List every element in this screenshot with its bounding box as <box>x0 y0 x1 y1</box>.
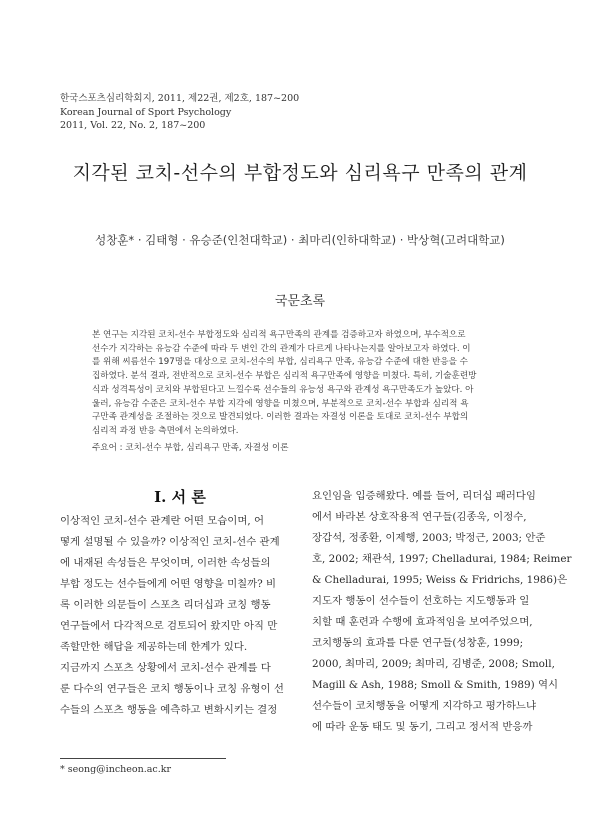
body-line: 장갑석, 정종환, 이제행, 2003; 박정근, 2003; 안준 <box>312 532 546 544</box>
journal-header <box>60 92 299 133</box>
abstract-line: 구만족 관계성을 조절하는 것으로 발견되었다. 이러한 결과는 자결성 이론을 토대로 코치-선수 부합의 <box>92 412 469 423</box>
body-line: 2000, 최마리, 2009; 최마리, 김병준, 2008; Smoll, <box>312 658 555 670</box>
body-line: 록 이러한 의문들이 스포츠 리더십과 코칭 행동 <box>60 599 271 611</box>
body-line: 룬 다수의 연구들은 코치 행동이나 코칭 유형이 선 <box>60 683 284 695</box>
body-line: 선수들이 코치행동을 어떻게 지각하고 평가하느냐 <box>312 700 536 712</box>
body-line: 지도자 행동이 선수들이 선호하는 지도행동과 일 <box>312 595 530 607</box>
body-line: & Chelladurai, 1995; Weiss & Fridrichs, 1986)은 <box>312 574 568 586</box>
body-line: 이상적인 코치-선수 관계란 어떤 모습이며, 어 <box>60 515 264 527</box>
footnote-email: * seong@incheon.ac.kr <box>60 764 172 775</box>
abstract-line: 울러, 유능감 수준은 코치-선수 부합 지각에 영향을 미쳤으며, 부분적으로 코치-선수 부합과 심리적 욕 <box>92 398 469 409</box>
section-heading: I. 서 론 <box>154 488 206 506</box>
body-line: 요인임을 입증해왔다. 예를 들어, 리더십 패러다임 <box>312 490 536 502</box>
abstract-line: 선수가 지각하는 유능감 수준에 따라 두 변인 간의 관계가 다르게 나타나는지를 알아보고자 하였다. 이 <box>92 343 471 354</box>
journal-header-line: Korean Journal of Sport Psychology <box>60 106 232 118</box>
body-line: 족할만한 해답을 제공하는데 한계가 있다. <box>60 641 248 653</box>
keywords: 주요어 : 코치-선수 부합, 심리욕구 만족, 자결성 이론 <box>92 443 289 453</box>
abstract-line: 를 위해 씨름선수 197명을 대상으로 코치-선수의 부합, 심리욕구 만족, 유능감 수준에 대한 반응을 수 <box>92 357 468 368</box>
body-line: 지금까지 스포츠 상황에서 코치-선수 관계를 다 <box>60 662 271 674</box>
right-column <box>312 486 572 738</box>
body-line: Magill & Ash, 1988; Smoll & Smith, 1989) 역시 <box>312 679 559 691</box>
body-line: 떻게 설명될 수 있을까? 이상적인 코치-선수 관계 <box>60 536 280 548</box>
abstract-line: 집하였다. 분석 결과, 전반적으로 코치-선수 부합은 심리적 욕구만족에 영향을 미쳤다. 특히, 기술훈련방 <box>92 371 477 382</box>
abstract-heading: 국문초록 <box>274 294 326 309</box>
paper-title: 지각된 코치-선수의 부합정도와 심리욕구 만족의 관계 <box>72 162 528 184</box>
abstract-line: 본 연구는 지각된 코치-선수 부합정도와 심리적 욕구만족의 관계를 검증하고자 하였으며, 부수적으로 <box>92 330 466 340</box>
body-line: 에 내재된 속성들은 무엇이며, 이러한 속성들의 <box>60 557 271 569</box>
body-line: 코치행동의 효과를 다룬 연구들(성창훈, 1999; <box>312 637 524 649</box>
body-line: 치할 때 훈련과 수행에 효과적임을 보여주었으며, <box>312 616 533 628</box>
journal-header-line: 한국스포츠심리학회지, 2011, 제22권, 제2호, 187~200 <box>60 93 300 104</box>
body-line: 호, 2002; 채관석, 1997; Chelladurai, 1984; Reimer <box>312 553 572 565</box>
abstract-line: 심리적 과정 반응 측면에서 논의하였다. <box>92 425 239 436</box>
body-line: 에 따라 운동 태도 및 동기, 그리고 정서적 반응까 <box>312 721 533 733</box>
left-column <box>60 511 300 721</box>
body-line: 부합 정도는 선수들에게 어떤 영향을 미칠까? 비 <box>60 578 277 590</box>
abstract-body <box>92 329 512 439</box>
abstract-line: 식과 성격특성이 코치와 부합된다고 느낄수록 선수들의 유능성 욕구와 관계성 욕구만족도가 높았다. 아 <box>92 384 474 395</box>
footnote-divider <box>60 758 226 759</box>
body-line: 연구들에서 다각적으로 검토되어 왔지만 아직 만 <box>60 620 278 632</box>
journal-header-line: 2011, Vol. 22, No. 2, 187~200 <box>60 120 206 131</box>
author-list: 성창훈* · 김태형 · 유승준(인천대학교) · 최마리(인하대학교) · 박상혁(고려대학교) <box>95 233 505 247</box>
body-line: 에서 바라본 상호작용적 연구들(김종욱, 이정수, <box>312 511 527 523</box>
body-line: 수들의 스포츠 행동을 예측하고 변화시키는 결정 <box>60 704 278 716</box>
